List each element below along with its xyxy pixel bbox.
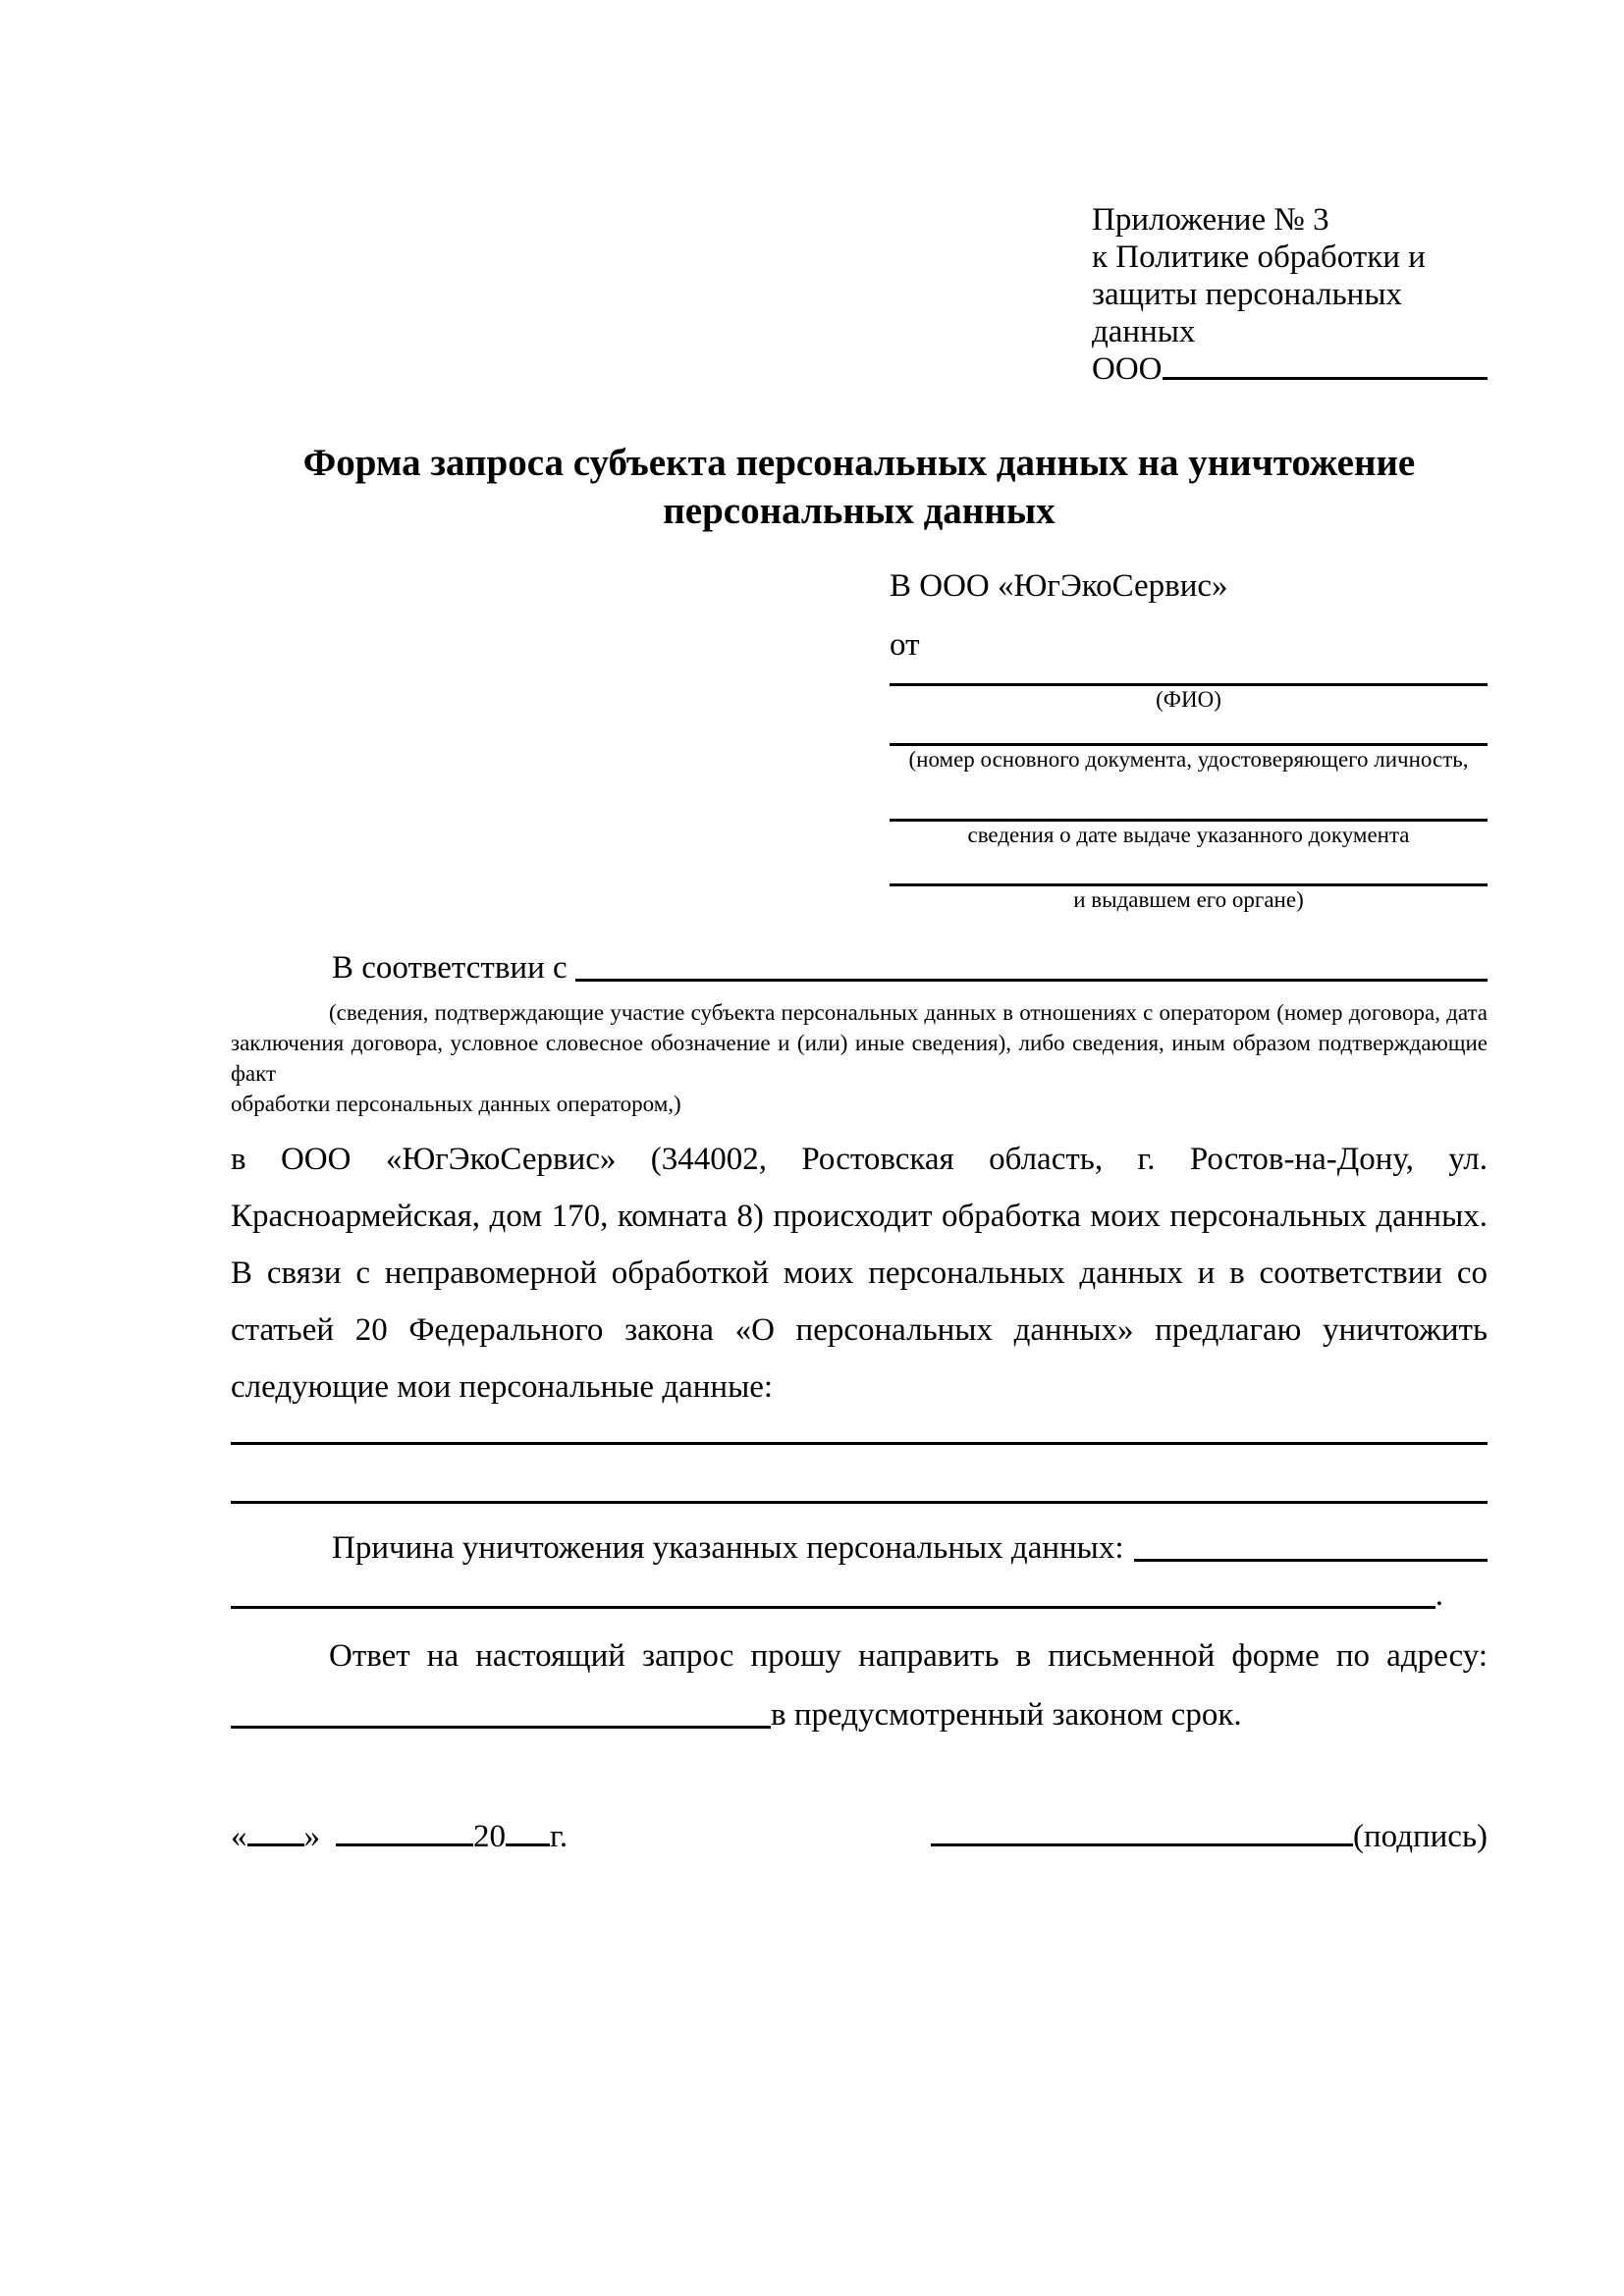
issuing-authority-caption: и выдавшем его органе) [1073,887,1304,912]
personal-data-blank-line-2 [231,1445,1488,1504]
reason-continuation-row [231,1572,1488,1619]
reason-blank-line [1134,1524,1488,1572]
document-number-blank-line [890,713,1488,746]
signature-blank-line [931,1843,1353,1846]
addressee-block [890,566,1488,913]
body-line-1: в ООО «ЮгЭкоСервис» (344002, Ростовская область, г. Ростов-на-Дону, ул. [231,1142,1488,1177]
reason-label: Причина уничтожения указанных персональных данных: [332,1530,1124,1566]
company-prefix: ООО [1092,351,1163,387]
date-year-blank [506,1843,550,1846]
page-title [231,439,1488,535]
date-open-quote: « [231,1819,247,1854]
note-line-1: (сведения, подтверждающие участие субъекта персональных данных в отношениях с оператором (номер договора, дата [329,1000,1488,1025]
body-line-3: В связи с неправомерной обработкой моих персональных данных и в соответствии со [231,1255,1488,1291]
issuing-authority-blank-line [890,848,1488,886]
footer-row [231,1813,1488,1860]
company-name-row [1092,350,1488,388]
accordance-note [231,997,1488,1119]
appendix-line-3: защиты персональных данных [1092,277,1402,349]
signature-field [931,1813,1488,1860]
date-year-prefix: 20 [473,1819,506,1854]
reason-continuation-blank-line [231,1572,1435,1619]
date-day-blank [247,1843,304,1846]
fio-blank-line [890,665,1488,686]
body-line-5: следующие мои персональные данные: [231,1369,774,1405]
issue-date-blank-line [890,773,1488,822]
note-line-2: заключения договора, условное словесное обозначение и (или) иные сведения), либо сведения, иным образом подтверждающие факт [231,1031,1488,1086]
document-number-caption: (номер основного документа, удостоверяющего личность, [908,747,1469,772]
document-content [231,0,1488,1860]
response-line-2 [231,1691,1488,1738]
date-month-blank [336,1843,473,1846]
issue-date-caption: сведения о дате выдаче указанного документа [967,823,1410,847]
appendix-line-2: к Политике обработки и [1092,240,1426,275]
response-address-blank-line [231,1691,771,1738]
page-title-line-2: персональных данных [663,490,1056,532]
date-close-quote: » [303,1819,320,1854]
appendix-line-1: Приложение № 3 [1092,202,1329,238]
body-paragraph [231,1131,1488,1415]
personal-data-blank-line-1 [231,1415,1488,1445]
company-name-blank-line [1163,350,1489,388]
addressee-company: В ООО «ЮгЭкоСервис» [890,568,1228,604]
reason-terminator: . [1435,1577,1443,1613]
signature-caption: (подпись) [1353,1819,1488,1854]
body-line-4: статьей 20 Федерального закона «О персональных данных» предлагаю уничтожить [231,1312,1488,1348]
date-field [231,1813,568,1860]
response-suffix: в предусмотренный законом срок. [771,1697,1242,1733]
response-line-1: Ответ на настоящий запрос прошу направить в письменной форме по адресу: [329,1638,1488,1674]
accordance-lead: В соответствии с [332,950,568,986]
appendix-header [1092,201,1488,388]
body-line-2: Красноармейская, дом 170, комната 8) происходит обработка моих персональных данных. [231,1199,1488,1234]
page-title-line-1: Форма запроса субъекта персональных данных на уничтожение [302,442,1416,484]
fio-caption: (ФИО) [1156,687,1221,712]
date-year-suffix: г. [550,1819,568,1854]
accordance-blank-line [575,944,1488,991]
from-label: от [890,627,920,663]
note-line-3: обработки персональных данных оператором,) [231,1092,681,1116]
accordance-row [231,944,1488,991]
reason-row [231,1524,1488,1572]
